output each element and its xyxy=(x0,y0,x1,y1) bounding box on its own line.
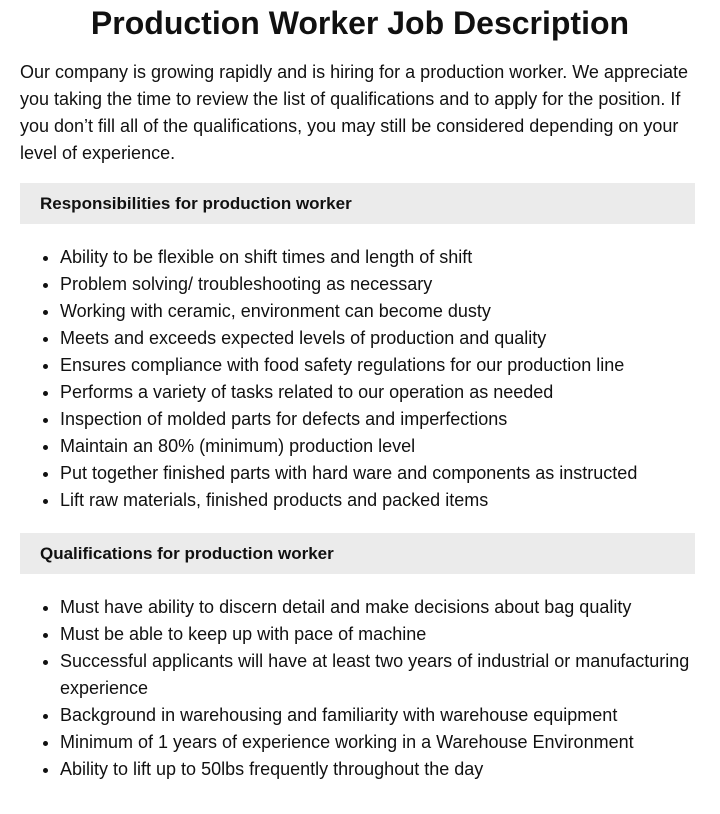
list-item: • Inspection of molded parts for defects and imperfections xyxy=(60,406,720,433)
responsibilities-header xyxy=(20,183,695,224)
list-item: • Successful applicants will have at least two years of industrial or manufacturing experience xyxy=(60,648,720,702)
list-item: • Background in warehousing and familiarity with warehouse equipment xyxy=(60,702,720,729)
list-item: • Put together finished parts with hard ware and components as instructed xyxy=(60,460,720,487)
qualifications-header xyxy=(20,533,695,574)
list-item: • Lift raw materials, finished products and packed items xyxy=(60,487,720,514)
page-title: Production Worker Job Description xyxy=(90,5,630,41)
list-item: • Ensures compliance with food safety regulations for our production line xyxy=(60,352,720,379)
responsibilities-list xyxy=(20,244,720,514)
list-item: • Must be able to keep up with pace of machine xyxy=(60,621,720,648)
list-item: • Minimum of 1 years of experience working in a Warehouse Environment xyxy=(60,729,720,756)
qualifications-heading: Qualifications for production worker xyxy=(40,544,334,563)
intro-paragraph: Our company is growing rapidly and is hiring for a production worker. We appreciate you taking the time to review the list of qualifications and to apply for the position. If you don’t fill all of the qualifications, you may still be considered depending on your level of experience. xyxy=(20,62,688,163)
list-item: • Performs a variety of tasks related to our operation as needed xyxy=(60,379,720,406)
list-item: • Problem solving/ troubleshooting as necessary xyxy=(60,271,720,298)
list-item: • Ability to lift up to 50lbs frequently throughout the day xyxy=(60,756,720,783)
list-item: • Ability to be flexible on shift times and length of shift xyxy=(60,244,720,271)
list-item: • Meets and exceeds expected levels of production and quality xyxy=(60,325,720,352)
list-item: • Working with ceramic, environment can become dusty xyxy=(60,298,720,325)
responsibilities-heading: Responsibilities for production worker xyxy=(40,194,352,213)
qualifications-list xyxy=(20,594,720,783)
list-item: • Maintain an 80% (minimum) production level xyxy=(60,433,720,460)
list-item: • Must have ability to discern detail and make decisions about bag quality xyxy=(60,594,720,621)
